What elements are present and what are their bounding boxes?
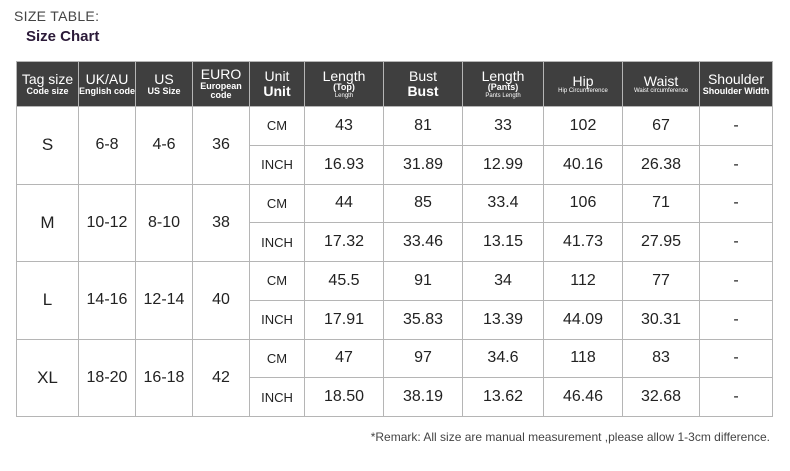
header-hip — [544, 62, 623, 107]
shoulder-cell: - — [700, 145, 773, 184]
table-row — [17, 262, 773, 301]
hip-cell: 118 — [544, 339, 623, 378]
hip-cell: 112 — [544, 262, 623, 301]
table-row — [17, 184, 773, 223]
waist-cell: 26.38 — [623, 145, 700, 184]
header-uk-au — [79, 62, 136, 107]
header-plength-sub2: Pants Length — [485, 92, 521, 99]
header-hip-sub: Hip Circumference — [558, 88, 608, 95]
pants-length-cell: 33 — [463, 107, 544, 146]
unit-cell: CM — [250, 107, 305, 146]
length-cell: 45.5 — [305, 262, 384, 301]
header-waist-main: Waist — [643, 72, 679, 89]
length-cell: 17.32 — [305, 223, 384, 262]
pants-length-cell: 33.4 — [463, 184, 544, 223]
bust-cell: 31.89 — [384, 145, 463, 184]
header-shoulder-main: Shoulder — [707, 70, 765, 87]
length-cell: 17.91 — [305, 300, 384, 339]
header-plength-sub: (Pants) — [487, 82, 519, 93]
uk-size-cell: 18-20 — [79, 339, 136, 417]
waist-cell: 83 — [623, 339, 700, 378]
unit-cell: INCH — [250, 378, 305, 417]
bust-cell: 85 — [384, 184, 463, 223]
header-length-sub2: Length — [334, 92, 354, 99]
header-shoulder — [700, 62, 773, 107]
size-chart-subtitle: Size Chart — [26, 28, 100, 45]
header-tag-sub: Code size — [26, 85, 69, 96]
waist-cell: 77 — [623, 262, 700, 301]
hip-cell: 46.46 — [544, 378, 623, 417]
header-length-top — [305, 62, 384, 107]
shoulder-cell: - — [700, 184, 773, 223]
bust-cell: 35.83 — [384, 300, 463, 339]
header-length-sub: (Top) — [333, 82, 355, 93]
us-size-cell: 4-6 — [136, 107, 193, 185]
length-cell: 16.93 — [305, 145, 384, 184]
unit-cell: CM — [250, 184, 305, 223]
header-waist-sub: Waist circumference — [633, 88, 689, 95]
us-size-cell: 8-10 — [136, 184, 193, 262]
unit-cell: INCH — [250, 300, 305, 339]
tag-size-cell: XL — [17, 339, 79, 417]
shoulder-cell: - — [700, 223, 773, 262]
header-unit-main: Unit — [264, 68, 290, 85]
header-unit-sub: Unit — [263, 83, 291, 99]
pants-length-cell: 12.99 — [463, 145, 544, 184]
unit-cell: CM — [250, 339, 305, 378]
header-plength-main: Length — [481, 67, 525, 84]
unit-cell: CM — [250, 262, 305, 301]
hip-cell: 40.16 — [544, 145, 623, 184]
length-cell: 44 — [305, 184, 384, 223]
waist-cell: 32.68 — [623, 378, 700, 417]
unit-cell: INCH — [250, 145, 305, 184]
waist-cell: 27.95 — [623, 223, 700, 262]
tag-size-cell: S — [17, 107, 79, 185]
length-cell: 43 — [305, 107, 384, 146]
bust-cell: 33.46 — [384, 223, 463, 262]
header-tag-main: Tag size — [21, 70, 74, 87]
waist-cell: 71 — [623, 184, 700, 223]
header-uk-sub: English code — [79, 85, 136, 96]
waist-cell: 30.31 — [623, 300, 700, 339]
bust-cell: 97 — [384, 339, 463, 378]
header-euro-sub: European code — [200, 80, 242, 101]
header-bust-main: Bust — [408, 68, 437, 85]
header-us-main: US — [154, 70, 174, 87]
header-tag-size — [17, 62, 79, 107]
pants-length-cell: 13.62 — [463, 378, 544, 417]
euro-size-cell: 42 — [193, 339, 250, 417]
euro-size-cell: 36 — [193, 107, 250, 185]
header-bust — [384, 62, 463, 107]
size-table — [16, 61, 773, 417]
hip-cell: 102 — [544, 107, 623, 146]
table-row — [17, 339, 773, 378]
table-header-row — [17, 62, 773, 107]
header-us — [136, 62, 193, 107]
euro-size-cell: 40 — [193, 262, 250, 340]
hip-cell: 44.09 — [544, 300, 623, 339]
length-cell: 18.50 — [305, 378, 384, 417]
hip-cell: 106 — [544, 184, 623, 223]
shoulder-cell: - — [700, 107, 773, 146]
uk-size-cell: 6-8 — [79, 107, 136, 185]
remark-note: *Remark: All size are manual measurement ,please allow 1-3cm difference. — [370, 430, 770, 444]
header-length-pants — [463, 62, 544, 107]
tag-size-cell: M — [17, 184, 79, 262]
header-shoulder-sub: Shoulder Width — [702, 85, 770, 96]
shoulder-cell: - — [700, 339, 773, 378]
header-euro-main: EURO — [200, 66, 242, 83]
bust-cell: 91 — [384, 262, 463, 301]
shoulder-cell: - — [700, 378, 773, 417]
bust-cell: 38.19 — [384, 378, 463, 417]
tag-size-cell: L — [17, 262, 79, 340]
length-cell: 47 — [305, 339, 384, 378]
pants-length-cell: 34 — [463, 262, 544, 301]
uk-size-cell: 10-12 — [79, 184, 136, 262]
header-unit — [250, 62, 305, 107]
pants-length-cell: 34.6 — [463, 339, 544, 378]
table-row — [17, 107, 773, 146]
waist-cell: 67 — [623, 107, 700, 146]
us-size-cell: 16-18 — [136, 339, 193, 417]
bust-cell: 81 — [384, 107, 463, 146]
us-size-cell: 12-14 — [136, 262, 193, 340]
header-uk-main: UK/AU — [85, 70, 129, 87]
pants-length-cell: 13.39 — [463, 300, 544, 339]
header-hip-main: Hip — [572, 72, 594, 89]
shoulder-cell: - — [700, 300, 773, 339]
header-us-sub: US Size — [147, 85, 181, 96]
pants-length-cell: 13.15 — [463, 223, 544, 262]
header-bust-sub: Bust — [407, 83, 439, 99]
euro-size-cell: 38 — [193, 184, 250, 262]
header-length-main: Length — [322, 67, 366, 84]
page-title: SIZE TABLE: — [14, 8, 100, 24]
header-waist — [623, 62, 700, 107]
shoulder-cell: - — [700, 262, 773, 301]
uk-size-cell: 14-16 — [79, 262, 136, 340]
header-euro — [193, 62, 250, 107]
hip-cell: 41.73 — [544, 223, 623, 262]
unit-cell: INCH — [250, 223, 305, 262]
